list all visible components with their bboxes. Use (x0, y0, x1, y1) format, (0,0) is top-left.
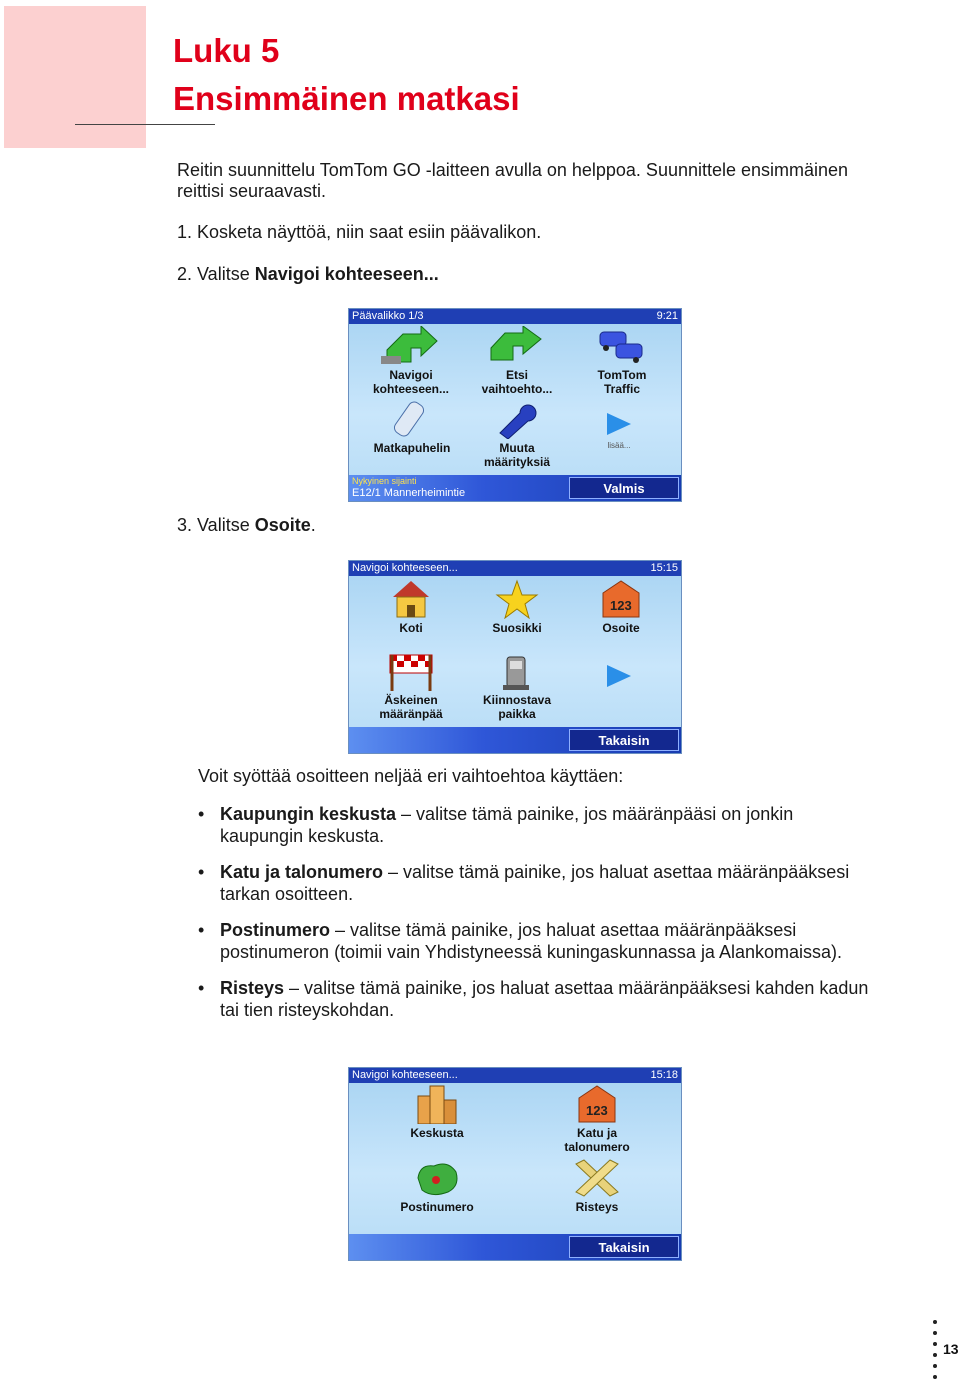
screen-title-bar: Navigoi kohteeseen... 15:15 (349, 561, 681, 576)
clock: 15:18 (650, 1069, 678, 1081)
postcode-button[interactable]: Postinumero (389, 1158, 485, 1214)
arrow-icon (381, 326, 441, 366)
arrow-right-icon (605, 413, 633, 435)
svg-text:123: 123 (610, 598, 632, 613)
chapter-heading (173, 27, 520, 123)
home-button[interactable]: Koti (367, 579, 455, 635)
house-icon (389, 579, 433, 619)
address-button[interactable]: 123 Osoite (577, 579, 665, 635)
city-buildings-icon (412, 1084, 462, 1124)
alternative-route-icon (487, 326, 547, 366)
city-centre-button[interactable]: Keskusta (389, 1084, 485, 1140)
numbered-house-icon (575, 1084, 619, 1124)
screenshot-address-options (348, 1067, 682, 1261)
find-alternative-button[interactable]: Etsi vaihtoehto... (473, 326, 561, 396)
svg-text:123: 123 (586, 1103, 608, 1118)
screen-bottom-bar (349, 475, 681, 501)
page-dots-decoration (933, 1320, 939, 1386)
cars-icon (592, 326, 652, 366)
clock: 15:15 (650, 562, 678, 574)
crossing-button[interactable]: Risteys (549, 1158, 645, 1214)
step-1: 1. Kosketa näyttöä, niin saat esiin päävalikon. (177, 222, 542, 242)
fuel-pump-icon (495, 651, 539, 691)
arrow-right-icon (605, 665, 633, 687)
address-options-list (198, 804, 878, 1036)
back-button[interactable]: Takaisin (569, 1236, 679, 1258)
screenshot-main-menu (348, 308, 682, 502)
back-button[interactable]: Takaisin (569, 729, 679, 751)
screen-title-bar: Päävalikko 1/3 9:21 (349, 309, 681, 324)
screenshot-navigate-to (348, 560, 682, 754)
next-page-button[interactable] (599, 665, 639, 689)
intro-paragraph: Reitin suunnittelu TomTom GO -laitteen avulla on helppoa. Suunnittele ensimmäinen reittisi seuraavasti. (177, 160, 849, 201)
screen-bottom-bar (349, 1234, 681, 1260)
checkered-flag-icon (386, 651, 436, 691)
numbered-house-icon (599, 579, 643, 619)
current-location: Nykyinen sijainti E12/1 Mannerheimintie (352, 476, 466, 499)
chapter-title: Ensimmäinen matkasi (173, 80, 520, 117)
screen-bottom-bar (349, 727, 681, 753)
navigate-to-button[interactable]: Navigoi kohteeseen... (367, 326, 455, 396)
chapter-color-block (4, 6, 146, 148)
next-page-button[interactable]: lisää... (599, 413, 639, 453)
chapter-number: Luku 5 (173, 32, 280, 69)
tomtom-traffic-button[interactable]: TomTom Traffic (577, 326, 667, 396)
page-number: 13 (943, 1341, 959, 1357)
list-item: • Postinumero – valitse tämä painike, jos haluat asettaa määränpääksesi postinumeron (toimii vain Yhdistyneessä kuningaskunnassa ja Alankomaissa). (198, 920, 878, 963)
recent-destination-button[interactable]: Äskeinen määränpää (367, 651, 455, 721)
point-of-interest-button[interactable]: Kiinnostava paikka (473, 651, 561, 721)
list-item: • Risteys – valitse tämä painike, jos haluat asettaa määränpääksesi kahden kadun tai tien risteyskohdan. (198, 978, 878, 1021)
crossroads-icon (572, 1158, 622, 1198)
change-preferences-button[interactable]: Muuta määrityksiä (473, 399, 561, 469)
mobile-phone-button[interactable]: Matkapuhelin (363, 399, 461, 455)
list-item: • Katu ja talonumero – valitse tämä painike, jos haluat asettaa määränpääksesi tarkan osoitteen. (198, 862, 878, 905)
screen-title-bar: Navigoi kohteeseen... 15:18 (349, 1068, 681, 1083)
step-3: 3. Valitse Osoite. (177, 515, 316, 535)
list-item: • Kaupungin keskusta – valitse tämä painike, jos määränpääsi on jonkin kaupungin keskusta. (198, 804, 878, 847)
street-and-house-number-button[interactable]: 123 Katu ja talonumero (549, 1084, 645, 1154)
favourite-button[interactable]: Suosikki (473, 579, 561, 635)
phone-icon (387, 399, 437, 439)
step-2: 2. Valitse Navigoi kohteeseen... (177, 264, 439, 284)
wrench-icon (492, 399, 542, 439)
star-icon (495, 579, 539, 619)
map-region-icon (412, 1158, 462, 1198)
done-button[interactable]: Valmis (569, 477, 679, 499)
options-lead: Voit syöttää osoitteen neljää eri vaihtoehtoa käyttäen: (198, 766, 624, 786)
header-rule (75, 124, 215, 125)
clock: 9:21 (656, 310, 678, 322)
